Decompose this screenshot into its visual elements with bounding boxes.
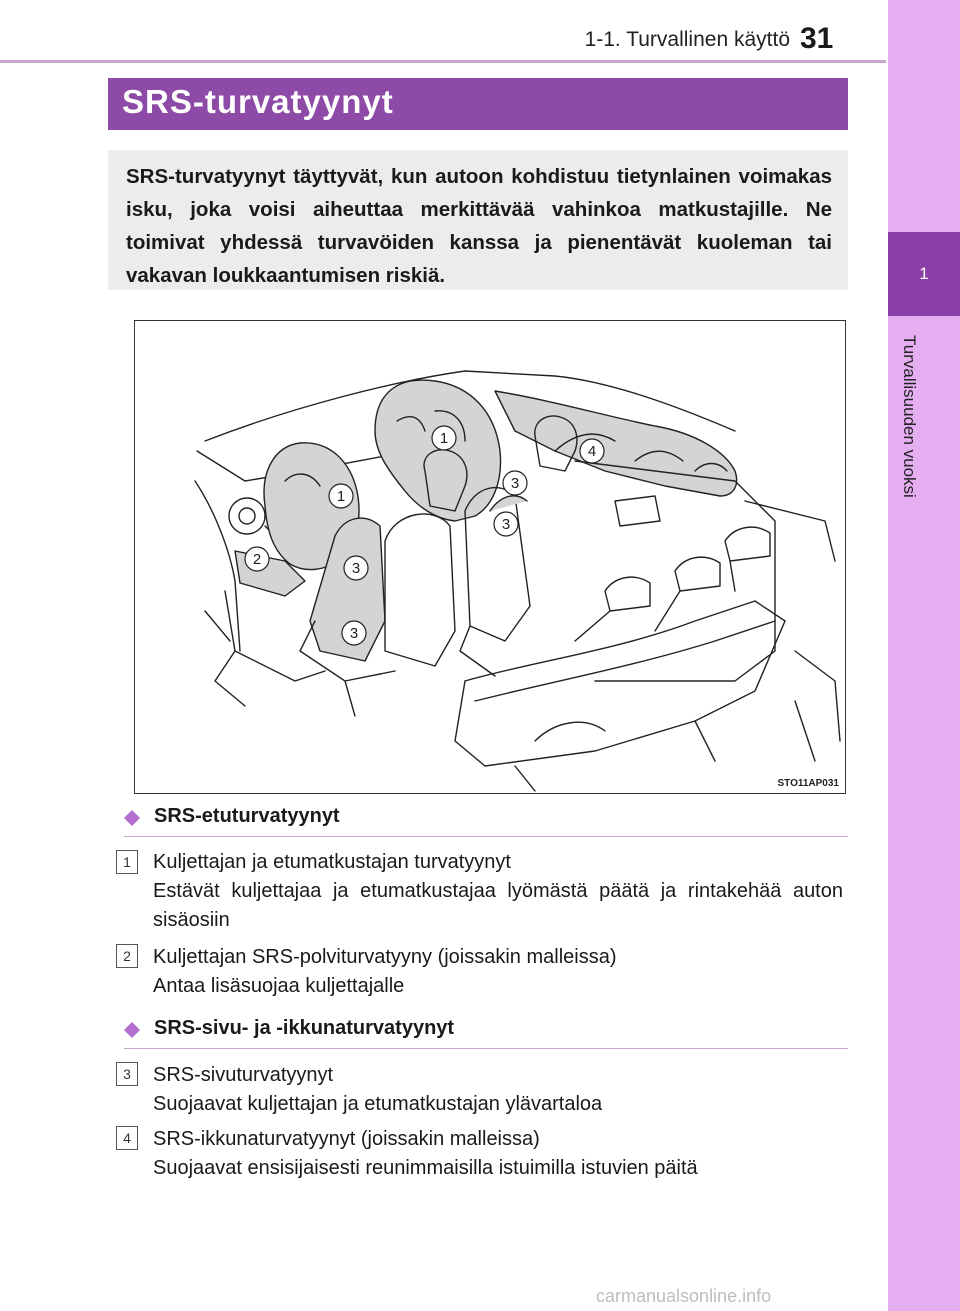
- list-item: [153, 943, 843, 1001]
- diamond-icon: [124, 810, 140, 826]
- illustration-callout: 1: [336, 488, 346, 505]
- illustration-callout: 3: [510, 475, 520, 492]
- illustration-code: STO11AP031: [777, 778, 839, 789]
- list-item: [153, 1061, 843, 1119]
- illustration-callout: 3: [349, 625, 359, 642]
- item-number-badge: 2: [116, 944, 138, 968]
- list-item: [153, 848, 843, 935]
- section-heading-side-curtain-airbags: [124, 1016, 848, 1049]
- page-title: SRS-turvatyynyt: [122, 83, 394, 120]
- item-title: Kuljettajan SRS-polviturvatyyny (joissakin malleissa): [153, 946, 617, 968]
- item-description: Estävät kuljettajaa ja etumatkustajaa lyömästä päätä ja rintakehää auton sisäosiin: [153, 880, 843, 931]
- diamond-icon: [124, 1022, 140, 1038]
- intro-box: [108, 150, 848, 290]
- section-heading-front-airbags: [124, 804, 848, 837]
- illustration-callout: 4: [587, 443, 597, 460]
- illustration-callout: 3: [351, 560, 361, 577]
- chapter-side-tab: [888, 0, 960, 1311]
- illustration-callout: 1: [439, 430, 449, 447]
- item-number-badge: 3: [116, 1062, 138, 1086]
- section-title: SRS-etuturvatyynyt: [154, 805, 340, 827]
- airbag-illustration: [134, 320, 846, 794]
- item-description: Antaa lisäsuojaa kuljettajalle: [153, 975, 405, 997]
- chapter-number-tab: [888, 232, 960, 316]
- intro-text: SRS-turvatyynyt täyttyvät, kun autoon kohdistuu tietynlainen voimakas isku, joka voisi aiheuttaa merkittävää vahinkoa matkustajille. Ne toimivat yhdessä turvavöiden kanssa ja pienentävät kuoleman tai vakavan loukkaantumisen riskiä.: [126, 165, 832, 287]
- watermark: carmanualsonline.info: [596, 1286, 772, 1306]
- illustration-callout: 2: [252, 551, 262, 568]
- chapter-title-vertical: Turvallisuuden vuoksi: [900, 335, 919, 498]
- chapter-number: 1: [919, 264, 929, 283]
- item-title: SRS-ikkunaturvatyynyt (joissakin malleissa): [153, 1128, 540, 1150]
- section-title: SRS-sivu- ja -ikkunaturvatyynyt: [154, 1017, 455, 1039]
- page-number: 31: [800, 22, 834, 55]
- item-title: Kuljettajan ja etumatkustajan turvatyynyt: [153, 851, 511, 873]
- item-description: Suojaavat ensisijaisesti reunimmaisilla istuimilla istuvien päitä: [153, 1157, 698, 1179]
- item-number-badge: 1: [116, 850, 138, 874]
- item-title: SRS-sivuturvatyynyt: [153, 1064, 334, 1086]
- car-interior-drawing: [135, 321, 844, 792]
- list-item: [153, 1125, 843, 1183]
- item-number-badge: 4: [116, 1126, 138, 1150]
- item-description: Suojaavat kuljettajan ja etumatkustajan ylävartaloa: [153, 1093, 603, 1115]
- illustration-callout: 3: [501, 516, 511, 533]
- page-title-bar: [108, 78, 848, 130]
- header-divider: [0, 60, 886, 63]
- header-section-title: 1-1. Turvallinen käyttö: [584, 28, 790, 51]
